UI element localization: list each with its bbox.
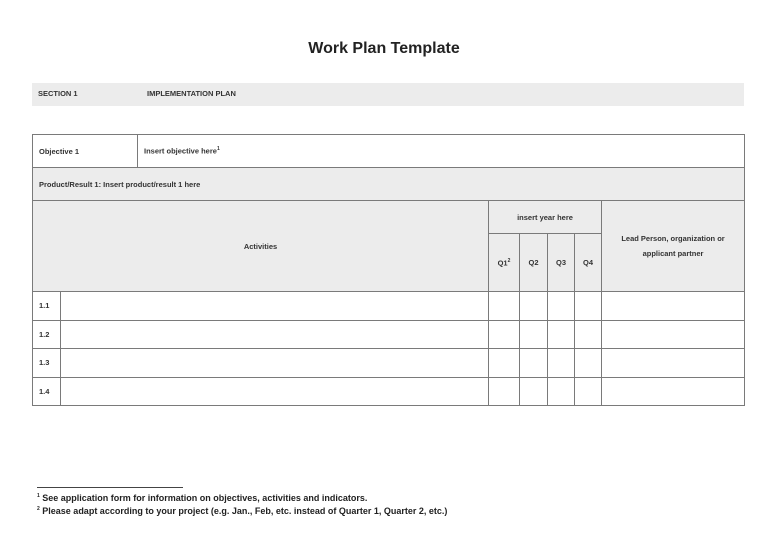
section-bar bbox=[32, 83, 744, 106]
objective-text: Insert objective here bbox=[144, 146, 217, 156]
table-row bbox=[33, 292, 745, 321]
table-row bbox=[33, 320, 745, 349]
footnote-mark: 1 bbox=[37, 493, 40, 499]
objective-value[interactable] bbox=[138, 135, 745, 168]
activity-number: 1.4 bbox=[33, 377, 61, 406]
quarter-header-q4: Q4 bbox=[575, 234, 602, 292]
year-header[interactable]: insert year here bbox=[489, 201, 602, 234]
lead-cell[interactable] bbox=[602, 349, 745, 378]
footnote-1 bbox=[37, 493, 367, 503]
quarter-header-q2: Q2 bbox=[520, 234, 548, 292]
footnote-ref: 1 bbox=[216, 146, 220, 153]
q1-cell[interactable] bbox=[489, 292, 520, 321]
quarter-header-q1 bbox=[489, 234, 520, 292]
objective-row bbox=[33, 135, 745, 168]
footnote-text: Please adapt according to your project (e.g. Jan., Feb, etc. instead of Quarter 1, Quarter 2, etc.) bbox=[39, 506, 448, 516]
q3-cell[interactable] bbox=[548, 292, 575, 321]
q2-cell[interactable] bbox=[520, 377, 548, 406]
q4-cell[interactable] bbox=[575, 349, 602, 378]
q2-cell[interactable] bbox=[520, 349, 548, 378]
lead-cell[interactable] bbox=[602, 292, 745, 321]
q3-cell[interactable] bbox=[548, 377, 575, 406]
q2-cell[interactable] bbox=[520, 292, 548, 321]
q4-cell[interactable] bbox=[575, 320, 602, 349]
footnote-divider bbox=[37, 487, 183, 488]
lead-cell[interactable] bbox=[602, 320, 745, 349]
q3-cell[interactable] bbox=[548, 320, 575, 349]
footnote-ref: 2 bbox=[507, 257, 511, 264]
q3-cell[interactable] bbox=[548, 349, 575, 378]
activity-cell[interactable] bbox=[61, 320, 489, 349]
section-number: SECTION 1 bbox=[38, 89, 78, 98]
q2-cell[interactable] bbox=[520, 320, 548, 349]
product-result[interactable]: Product/Result 1: Insert product/result 1 here bbox=[33, 168, 745, 201]
header-row-year bbox=[33, 201, 745, 234]
table-row bbox=[33, 349, 745, 378]
document-title: Work Plan Template bbox=[308, 40, 460, 57]
quarter-header-q3: Q3 bbox=[548, 234, 575, 292]
activities-header: Activities bbox=[33, 201, 489, 292]
q4-cell[interactable] bbox=[575, 292, 602, 321]
footnote-2 bbox=[37, 506, 447, 516]
footnote-mark: 2 bbox=[37, 506, 40, 512]
activity-cell[interactable] bbox=[61, 292, 489, 321]
footnote-text: See application form for information on objectives, activities and indicators. bbox=[39, 493, 368, 503]
activity-number: 1.3 bbox=[33, 349, 61, 378]
q1-cell[interactable] bbox=[489, 377, 520, 406]
work-plan-table bbox=[32, 134, 745, 406]
activity-number: 1.2 bbox=[33, 320, 61, 349]
q1-cell[interactable] bbox=[489, 349, 520, 378]
table-row bbox=[33, 377, 745, 406]
activity-cell[interactable] bbox=[61, 349, 489, 378]
objective-label: Objective 1 bbox=[33, 135, 138, 168]
activity-cell[interactable] bbox=[61, 377, 489, 406]
section-label: IMPLEMENTATION PLAN bbox=[147, 89, 236, 98]
activity-number: 1.1 bbox=[33, 292, 61, 321]
q4-cell[interactable] bbox=[575, 377, 602, 406]
lead-cell[interactable] bbox=[602, 377, 745, 406]
q1-cell[interactable] bbox=[489, 320, 520, 349]
product-result-row bbox=[33, 168, 745, 201]
quarter-label: Q1 bbox=[497, 258, 508, 268]
lead-person-header: Lead Person, organization or applicant partner bbox=[602, 201, 745, 292]
